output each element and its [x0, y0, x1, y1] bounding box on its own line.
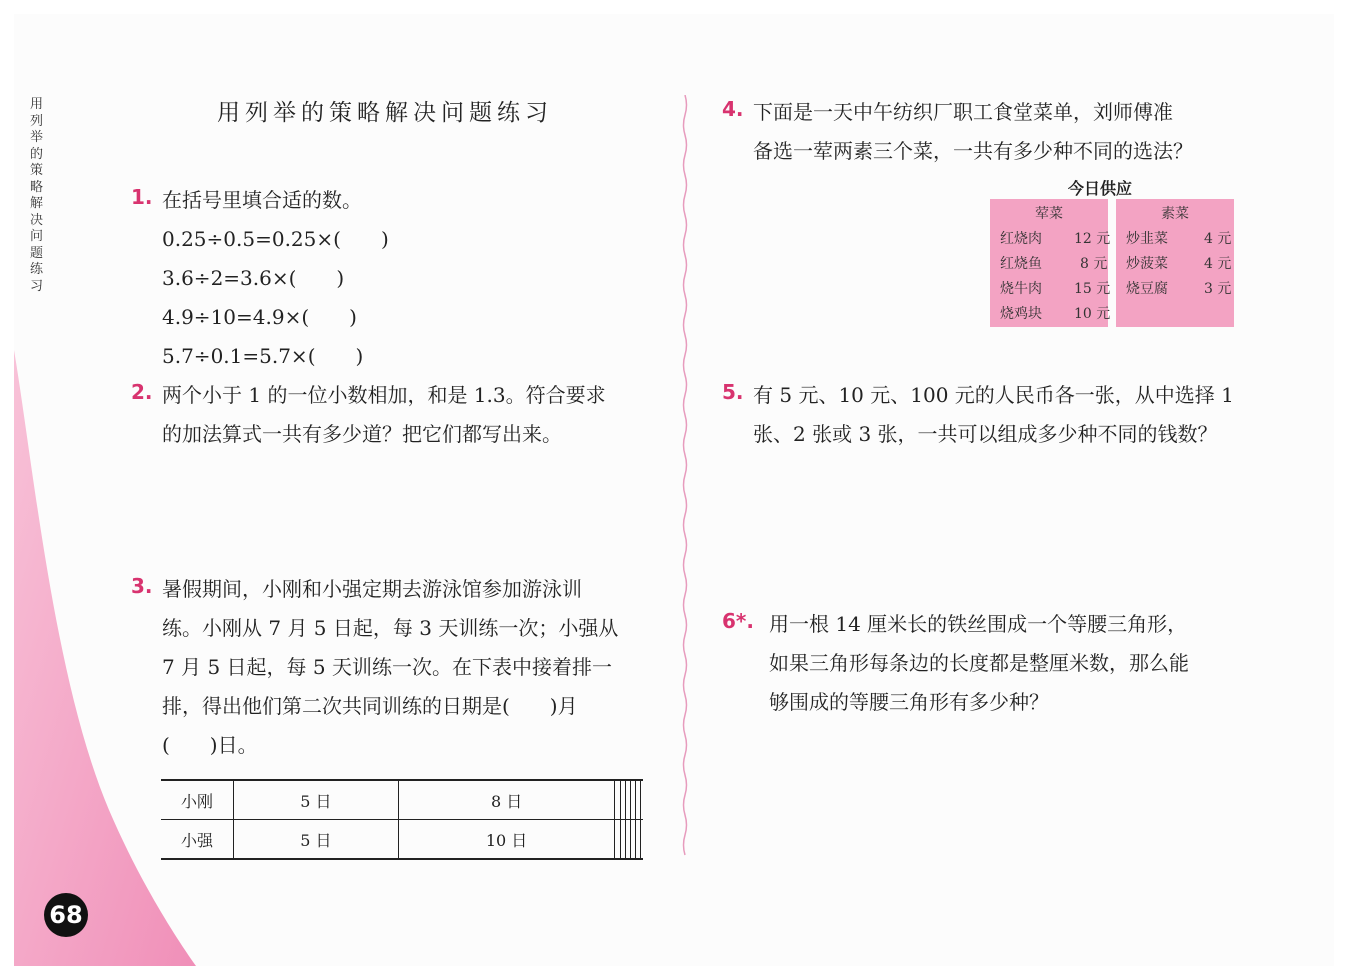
table-cell: 10 日	[398, 820, 615, 860]
q6-line-3: 够围成的等腰三角形有多少种？	[769, 690, 1049, 714]
q1-item-2: 3.6÷2=3.6×( )	[162, 266, 345, 290]
q3-line-2: 练。小刚从 7 月 5 日起，每 3 天训练一次；小强从	[162, 616, 619, 640]
dish-price: 4 元	[1204, 256, 1232, 272]
q3-line-3: 7 月 5 日起，每 5 天训练一次。在下表中接着排一	[162, 655, 612, 679]
list-item	[1000, 253, 1108, 273]
row-label-xiaogang: 小刚	[161, 780, 234, 820]
dish-name: 烧鸡块	[1000, 306, 1042, 322]
menu-title: 今日供应	[1068, 179, 1133, 198]
q1-number: 1.	[131, 185, 153, 209]
dish-price: 8 元	[1080, 256, 1108, 272]
menu-meat-box	[990, 199, 1111, 327]
list-item	[1126, 278, 1232, 298]
q5-line-2: 张、2 张或 3 张，一共可以组成多少种不同的钱数？	[753, 422, 1218, 446]
table-cell: 8 日	[398, 780, 615, 820]
q6-line-1: 用一根 14 厘米长的铁丝围成一个等腰三角形，	[769, 612, 1188, 636]
q3-line-4: 排，得出他们第二次共同训练的日期是( )月	[162, 694, 578, 718]
q5-number: 5.	[722, 380, 744, 404]
dish-price: 12 元	[1074, 231, 1111, 247]
table-row	[161, 780, 643, 820]
q2-line-1: 两个小于 1 的一位小数相加，和是 1.3。符合要求	[162, 383, 606, 407]
q6-number: 6*.	[722, 609, 754, 633]
dish-price: 4 元	[1204, 231, 1232, 247]
page-number: 68	[44, 893, 88, 937]
list-item	[1000, 228, 1111, 248]
q3-line-1: 暑假期间，小刚和小强定期去游泳馆参加游泳训	[162, 577, 582, 601]
row-label-xiaoqiang: 小强	[161, 820, 234, 860]
page-title: 用列举的策略解决问题练习	[217, 100, 553, 126]
menu-veg-box	[1116, 199, 1234, 327]
q4-line-1: 下面是一天中午纺织厂职工食堂菜单，刘师傅准	[753, 100, 1173, 124]
q6-line-2: 如果三角形每条边的长度都是整厘米数，那么能	[769, 651, 1189, 675]
list-item	[1126, 253, 1232, 273]
dish-price: 10 元	[1074, 306, 1111, 322]
list-item	[1000, 278, 1111, 298]
list-item	[1126, 228, 1232, 248]
q2-line-2: 的加法算式一共有多少道？把它们都写出来。	[162, 422, 562, 446]
q3-line-5: ( )日。	[162, 733, 258, 757]
training-schedule-table	[161, 779, 643, 860]
q1-item-3: 4.9÷10=4.9×( )	[162, 305, 357, 329]
side-title: 用列举的策略解决问题练习	[30, 97, 44, 294]
table-cell[interactable]	[640, 780, 643, 820]
q3-number: 3.	[131, 574, 153, 598]
table-row	[161, 820, 643, 860]
q4-number: 4.	[722, 97, 744, 121]
q1-text: 在括号里填合适的数。	[162, 188, 362, 212]
table-cell: 5 日	[234, 820, 399, 860]
table-cell[interactable]	[640, 820, 643, 860]
table-cell: 5 日	[234, 780, 399, 820]
q4-line-2: 备选一荤两素三个菜，一共有多少种不同的选法？	[753, 139, 1193, 163]
q2-number: 2.	[131, 380, 153, 404]
dish-name: 烧牛肉	[1000, 281, 1042, 297]
list-item	[1000, 303, 1111, 323]
page-divider	[680, 95, 690, 865]
menu-meat-header: 荤菜	[1035, 206, 1063, 222]
q1-item-1: 0.25÷0.5=0.25×( )	[162, 227, 389, 251]
dish-name: 烧豆腐	[1126, 281, 1168, 297]
dish-price: 15 元	[1074, 281, 1111, 297]
q1-item-4: 5.7÷0.1=5.7×( )	[162, 344, 364, 368]
dish-name: 炒菠菜	[1126, 256, 1168, 272]
dish-name: 红烧鱼	[1000, 256, 1042, 272]
dish-name: 红烧肉	[1000, 231, 1042, 247]
q5-line-1: 有 5 元、10 元、100 元的人民币各一张，从中选择 1	[753, 383, 1234, 407]
dish-price: 3 元	[1204, 281, 1232, 297]
menu-veg-header: 素菜	[1161, 206, 1189, 222]
dish-name: 炒韭菜	[1126, 231, 1168, 247]
